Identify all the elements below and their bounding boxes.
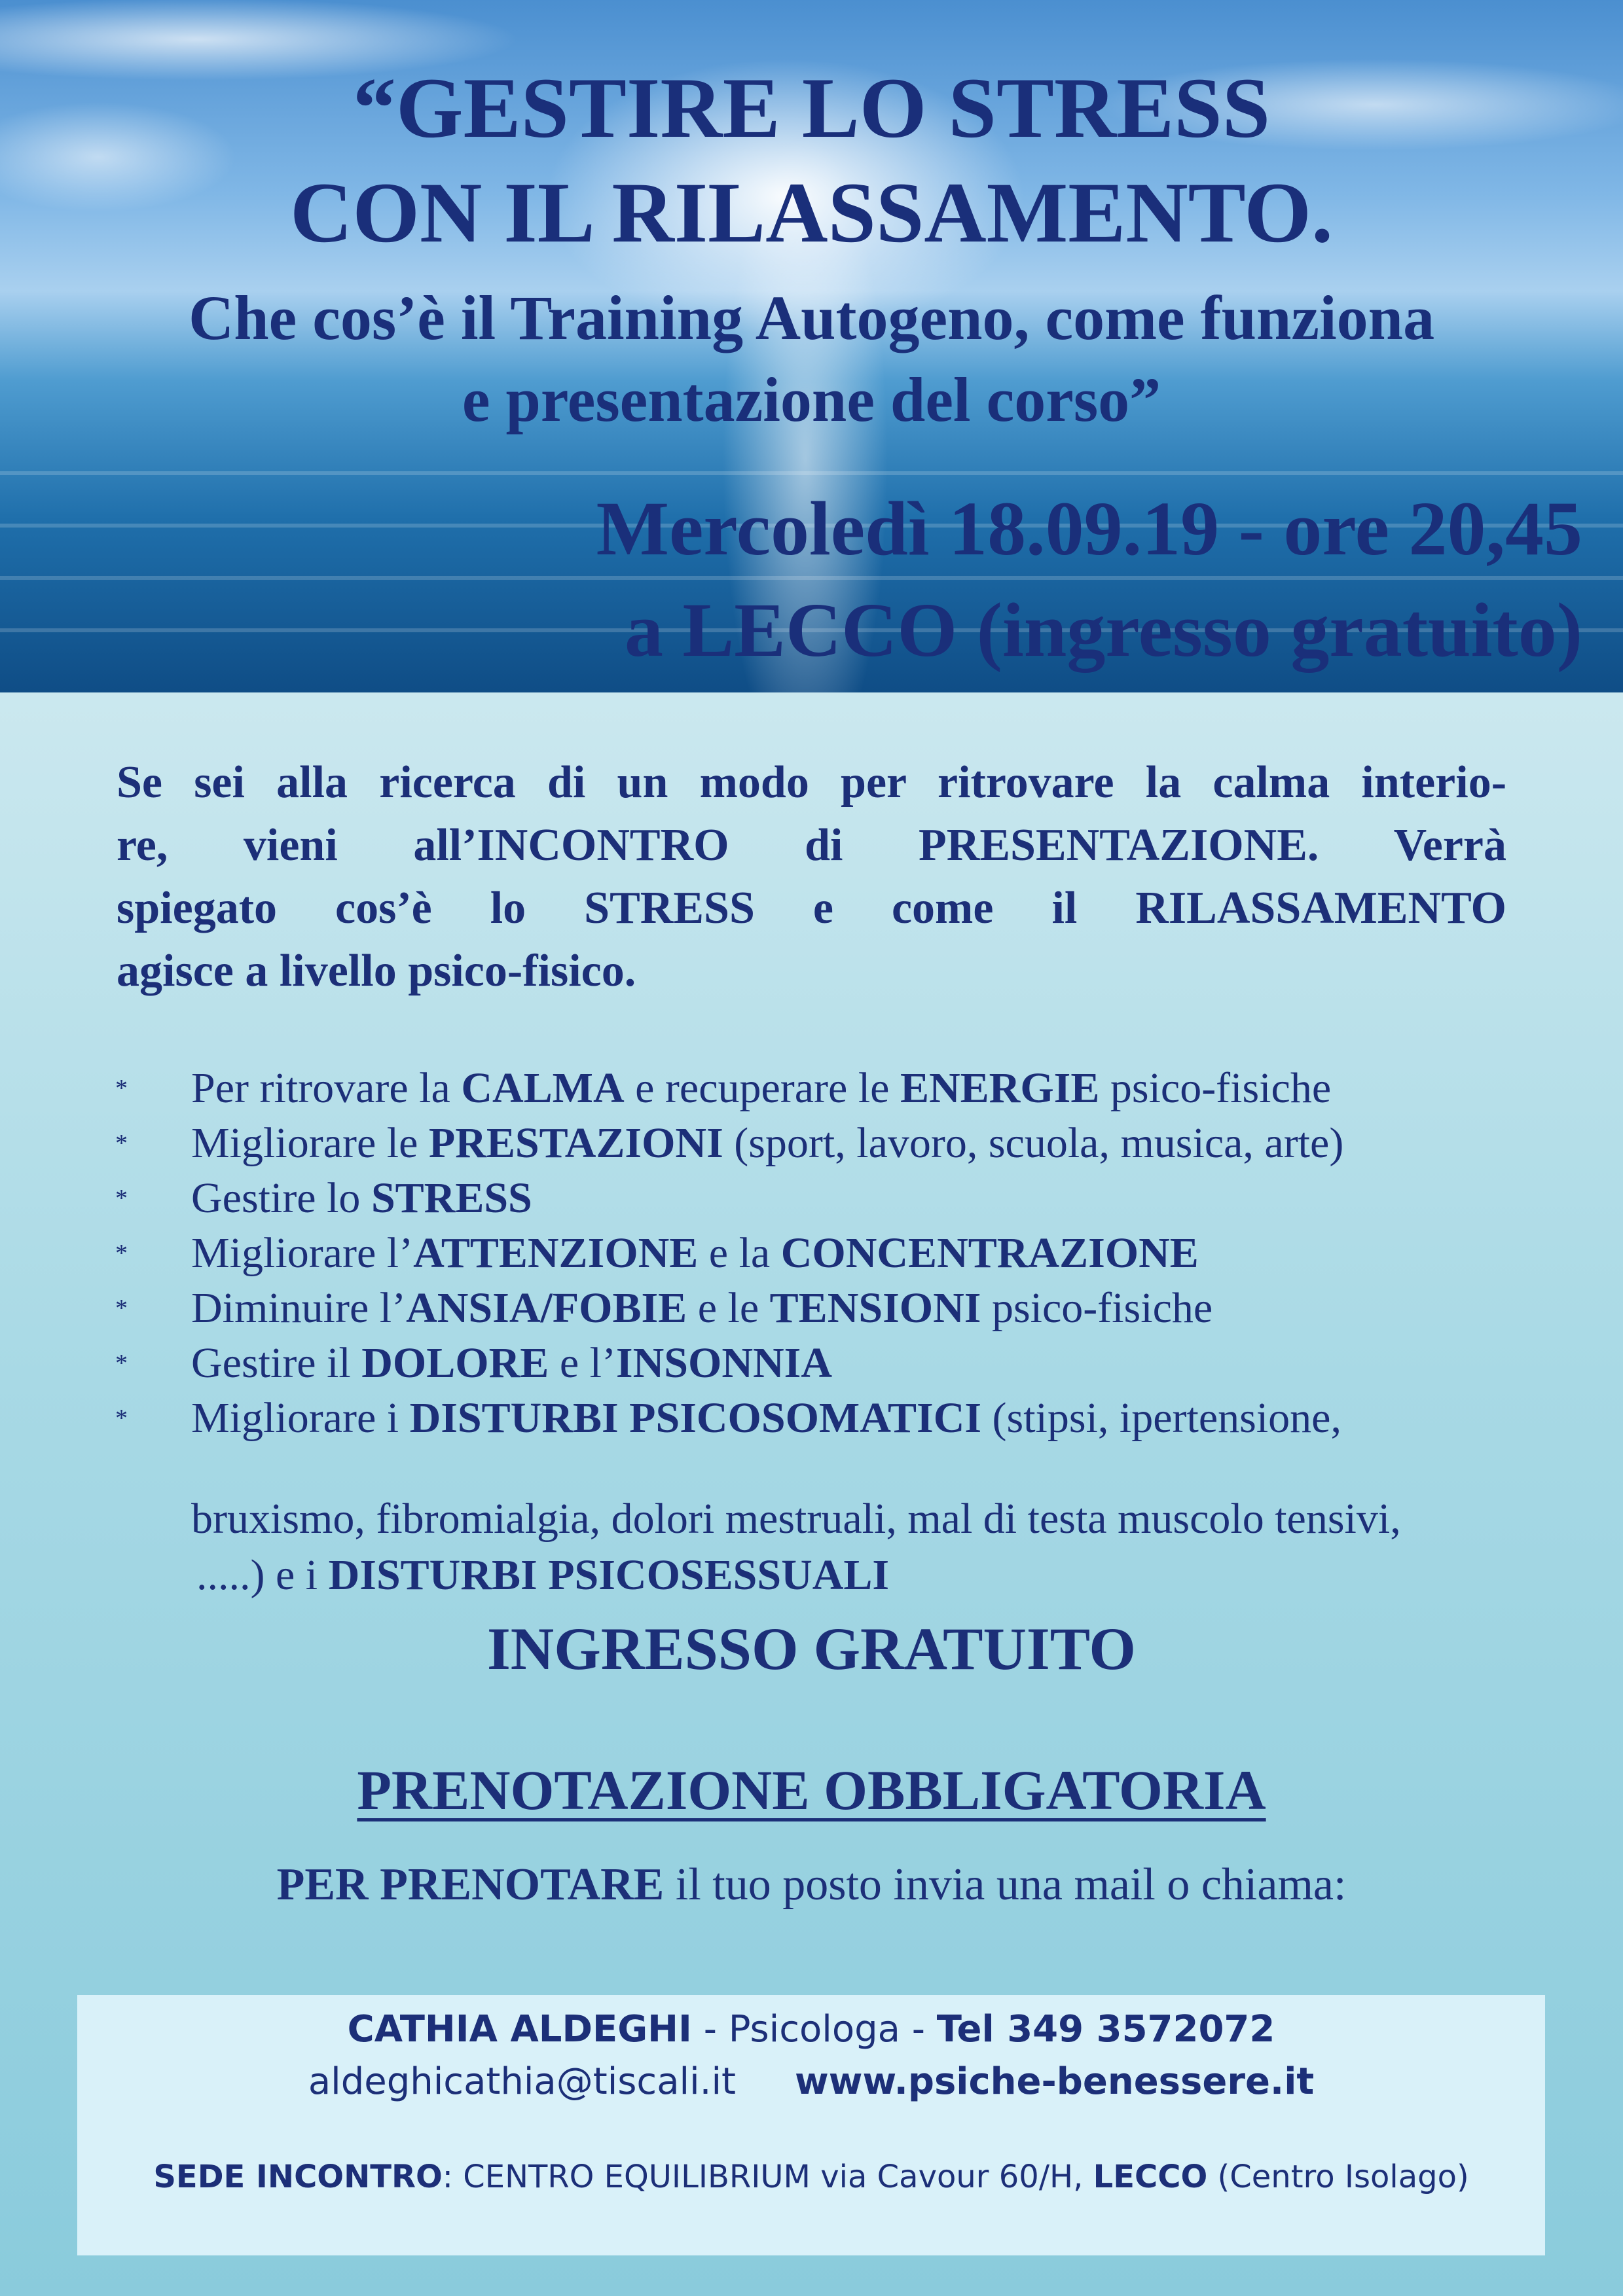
benefit-text <box>191 1060 1331 1117</box>
separator: : <box>442 2159 464 2195</box>
contact-phone[interactable]: Tel 349 3572072 <box>936 2008 1275 2051</box>
contact-name: CATHIA ALDEGHI <box>347 2008 692 2051</box>
venue-address: CENTRO EQUILIBRIUM via Cavour 60/H, <box>463 2159 1093 2195</box>
benefit-text-segment: Per ritrovare la <box>191 1064 462 1112</box>
benefit-text-segment: e le <box>687 1284 770 1332</box>
separator: - <box>691 2008 729 2051</box>
intro-paragraph <box>117 751 1506 1003</box>
subtitle-line-2: e presentazione del corso” <box>462 365 1161 435</box>
venue-line <box>77 2159 1545 2195</box>
bullet-continuation-line-1: bruxismo, fibromialgia, dolori mestruali, mal di testa muscolo tensivi, <box>191 1495 1401 1543</box>
benefit-keyword: CONCENTRAZIONE <box>780 1229 1199 1277</box>
venue-city: LECCO <box>1093 2159 1208 2195</box>
booking-instructions <box>0 1859 1623 1911</box>
benefit-text-segment: e recuperare le <box>624 1064 900 1112</box>
bullet-star-icon: * <box>115 1295 128 1322</box>
benefit-keyword: ATTENZIONE <box>413 1229 699 1277</box>
booking-required-heading: PRENOTAZIONE OBBLIGATORIA <box>357 1759 1266 1821</box>
header-banner-sea-sky-image <box>0 0 1623 692</box>
benefit-text-segment: Gestire lo <box>191 1174 371 1222</box>
contact-role: Psicologa <box>728 2008 900 2051</box>
title-line-1: “GESTIRE LO STRESS <box>352 60 1271 156</box>
event-location: a LECCO (ingresso gratuito) <box>625 587 1582 673</box>
venue-label: SEDE INCONTRO <box>153 2159 443 2195</box>
subtitle-line-1: Che cos’è il Training Autogeno, come funziona <box>188 283 1435 353</box>
intro-line: Se sei alla ricerca di un modo per ritrovare la calma interio- <box>117 757 1506 808</box>
booking-instructions-text: il tuo posto invia una mail o chiama: <box>664 1859 1347 1910</box>
contact-name-line <box>77 2008 1545 2051</box>
benefit-keyword: PRESTAZIONI <box>428 1119 723 1167</box>
benefit-item <box>0 1170 1623 1227</box>
intro-line: re, vieni all’INCONTRO di PRESENTAZIONE. Verrà <box>117 820 1506 870</box>
benefit-keyword: TENSIONI <box>769 1284 981 1332</box>
benefit-text <box>191 1115 1343 1172</box>
intro-line: spiegato cos’è lo STRESS e come il RILASSAMENTO <box>117 883 1506 933</box>
contact-email[interactable]: aldeghicathia@tiscali.it <box>308 2060 736 2103</box>
benefit-text <box>191 1280 1213 1336</box>
benefit-text-segment: e l’ <box>549 1339 616 1387</box>
benefit-keyword: INSONNIA <box>615 1339 832 1387</box>
benefit-keyword: DISTURBI PSICOSOMATICI <box>409 1394 982 1442</box>
benefit-item <box>0 1060 1623 1117</box>
bullet-continuation-bold: DISTURBI PSICOSESSUALI <box>328 1551 890 1599</box>
benefit-text <box>191 1170 532 1227</box>
benefit-text-segment: (stipsi, ipertensione, <box>981 1394 1341 1442</box>
separator: - <box>900 2008 937 2051</box>
intro-line: agisce a livello psico-fisico. <box>117 946 636 996</box>
benefit-text-segment: psico-fisiche <box>1099 1064 1332 1112</box>
benefit-text-segment: psico-fisiche <box>981 1284 1213 1332</box>
bullet-star-icon: * <box>115 1185 128 1212</box>
contact-box <box>77 1995 1545 2255</box>
benefit-text-segment: Migliorare le <box>191 1119 429 1167</box>
bullet-star-icon: * <box>115 1075 128 1102</box>
benefit-text-segment: Migliorare i <box>191 1394 410 1442</box>
benefit-text <box>191 1225 1199 1282</box>
venue-note: (Centro Isolago) <box>1207 2159 1469 2195</box>
benefit-text-segment: Gestire il <box>191 1339 362 1387</box>
benefit-text <box>191 1335 832 1391</box>
benefit-keyword: STRESS <box>371 1174 532 1222</box>
bullet-star-icon: * <box>115 1240 128 1267</box>
contact-links-line <box>77 2060 1545 2103</box>
benefit-keyword: ENERGIE <box>900 1064 1100 1112</box>
benefit-text-segment: Migliorare l’ <box>191 1229 414 1277</box>
benefit-item <box>0 1280 1623 1336</box>
free-entry-heading: INGRESSO GRATUITO <box>487 1615 1136 1682</box>
title-line-2: CON IL RILASSAMENTO. <box>290 164 1333 260</box>
benefit-keyword: CALMA <box>461 1064 625 1112</box>
contact-website[interactable]: www.psiche-benessere.it <box>794 2060 1315 2103</box>
bullet-star-icon: * <box>115 1130 128 1157</box>
benefit-text <box>191 1390 1341 1446</box>
bullet-star-icon: * <box>115 1350 128 1377</box>
benefit-item <box>0 1335 1623 1391</box>
benefit-keyword: ANSIA/FOBIE <box>406 1284 687 1332</box>
benefit-keyword: DOLORE <box>361 1339 549 1387</box>
booking-instructions-bold: PER PRENOTARE <box>276 1859 665 1910</box>
benefit-text-segment: Diminuire l’ <box>191 1284 407 1332</box>
benefit-item <box>0 1225 1623 1282</box>
benefit-text-segment: (sport, lavoro, scuola, musica, arte) <box>723 1119 1344 1167</box>
bullet-star-icon: * <box>115 1405 128 1432</box>
benefit-item <box>0 1115 1623 1172</box>
benefit-text-segment: e la <box>698 1229 781 1277</box>
bullet-continuation-line-2 <box>196 1547 889 1604</box>
bullet-continuation-text: .....) e i <box>196 1551 329 1599</box>
benefit-item <box>0 1390 1623 1446</box>
event-date-time: Mercoledì 18.09.19 - ore 20,45 <box>596 486 1582 571</box>
